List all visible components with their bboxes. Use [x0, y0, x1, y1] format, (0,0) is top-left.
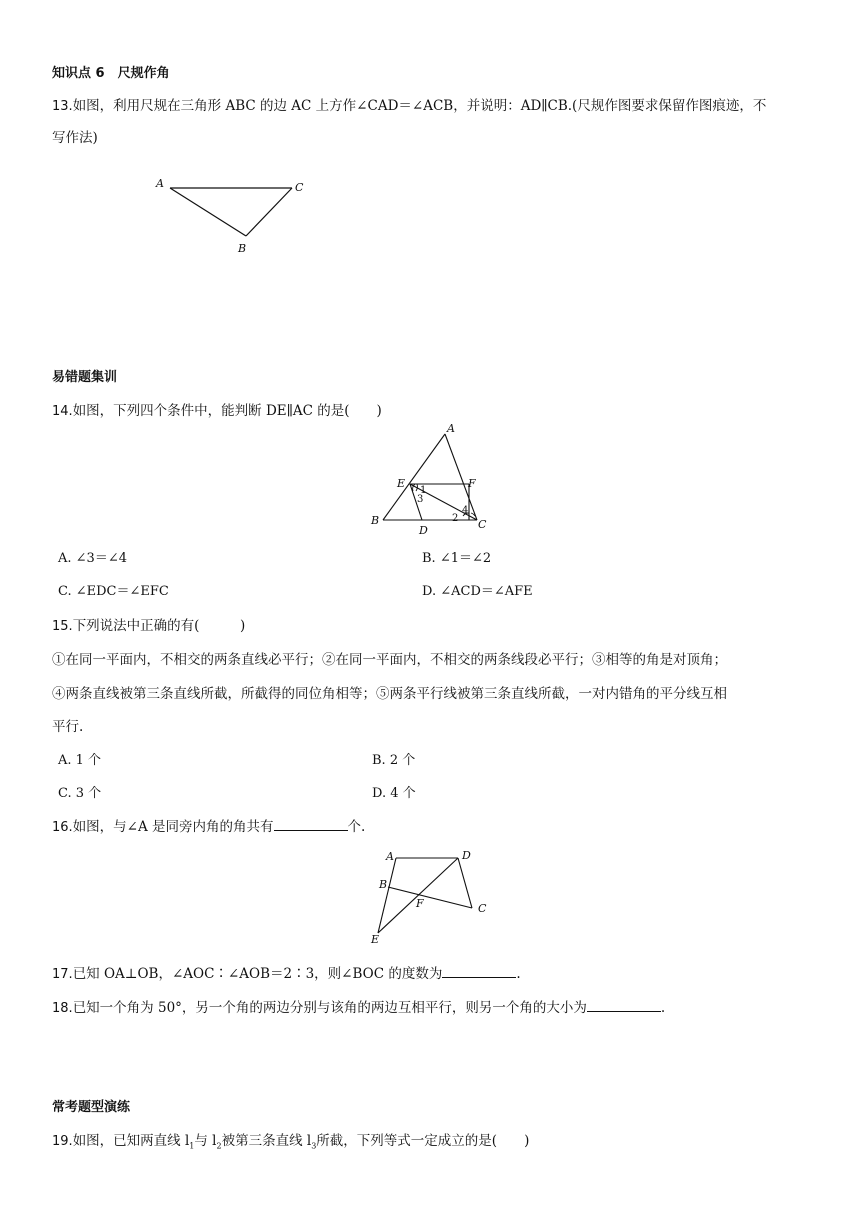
point-label-b: B [379, 878, 388, 891]
option-d: D. ∠ACD＝∠AFE [422, 584, 533, 599]
question-number: 15. [52, 619, 73, 634]
question-17-text: 已知 OA⊥OB，∠AOC∶∠AOB＝2∶3，则∠BOC 的度数为 [72, 966, 443, 982]
option-b: B. ∠1＝∠2 [422, 551, 492, 566]
quadrilateral-figure [360, 845, 500, 950]
question-number: 17. [52, 967, 73, 982]
question-number: 14. [52, 404, 73, 419]
question-13-text-line2: 写作法) [52, 130, 98, 146]
question-13-text-line1: 如图，利用尺规在三角形 ABC 的边 AC 上方作∠CAD＝∠ACB，并说明：AD∥CB.(尺规作图要求保留作图痕迹，不 [72, 98, 767, 114]
segment-bc [388, 887, 472, 908]
segment-ae [378, 858, 396, 933]
segment-dc [458, 858, 472, 908]
segment-ab [383, 434, 445, 520]
option-c: C. ∠EDC＝∠EFC [58, 584, 169, 599]
question-16 [52, 815, 365, 835]
question-16-text: 如图，与∠A 是同旁内角的角共有 [72, 819, 274, 835]
point-label-c: C [295, 181, 304, 194]
point-label-d: D [462, 849, 471, 862]
option-d: D. 4 个 [372, 786, 416, 801]
angle-label-2: 2 [452, 513, 459, 524]
question-13 [52, 94, 766, 114]
point-label-b: B [238, 242, 247, 255]
question-19 [52, 1129, 529, 1151]
segment-de [378, 858, 458, 933]
question-17-text-end: . [516, 966, 521, 982]
question-19-text-part3: 被第三条直线 l [221, 1133, 312, 1149]
question-17 [52, 962, 521, 982]
question-16-text-end: 个. [347, 819, 366, 835]
answer-blank[interactable] [274, 816, 348, 831]
question-19-text-part1: 如图，已知两直线 l [72, 1133, 190, 1149]
section-title-error-prone: 易错题集训 [52, 370, 118, 385]
point-label-b: B [371, 514, 380, 527]
question-19-text-part4: 所截，下列等式一定成立的是( ) [316, 1133, 530, 1149]
angle-label-1: 1 [420, 485, 427, 496]
point-label-a: A [447, 422, 455, 435]
question-15-statements-line2: ④两条直线被第三条直线所截，所截得的同位角相等；⑤两条平行线被第三条直线所截，一对内错角的平分线互相 [52, 686, 727, 702]
question-18-text: 已知一个角为 50°，另一个角的两边分别与该角的两边互相平行，则另一个角的大小为 [72, 1000, 587, 1016]
option-a: A. ∠3＝∠4 [58, 551, 127, 566]
question-number: 13. [52, 99, 73, 114]
option-b: B. 2 个 [372, 753, 416, 768]
question-18-text-end: . [660, 1000, 666, 1016]
option-c: C. 3 个 [58, 786, 102, 801]
subscript-2: 2 [216, 1141, 222, 1151]
question-15 [52, 614, 245, 634]
answer-blank[interactable] [442, 963, 516, 978]
question-number: 19. [52, 1134, 73, 1149]
point-label-c: C [478, 902, 487, 915]
triangle-abc-figure [150, 172, 320, 262]
subscript-1: 1 [189, 1141, 195, 1151]
point-label-f: F [416, 897, 424, 910]
question-number: 18. [52, 1001, 73, 1016]
question-number: 16. [52, 820, 73, 835]
question-18 [52, 996, 665, 1016]
question-14-text: 如图，下列四个条件中，能判断 DE∥AC 的是( ) [72, 403, 382, 419]
angle-label-4: 4 [462, 505, 469, 516]
question-15-text: 下列说法中正确的有( ) [72, 618, 246, 634]
subscript-3: 3 [311, 1141, 317, 1151]
point-label-e: E [397, 477, 406, 490]
question-14 [52, 399, 382, 419]
triangle-def-figure [365, 420, 495, 540]
segment-bc [246, 188, 292, 236]
question-15-statements-line3: 平行. [52, 719, 84, 735]
segment-ab [170, 188, 246, 236]
question-15-statements-line1: ①在同一平面内，不相交的两条直线必平行；②在同一平面内，不相交的两条线段必平行；③相等的角是对顶角； [52, 652, 727, 668]
answer-blank[interactable] [587, 997, 661, 1012]
angle-label-3: 3 [417, 494, 424, 505]
question-19-text-part2: 与 l [194, 1133, 217, 1149]
point-label-e: E [371, 933, 380, 946]
point-label-c: C [478, 518, 487, 531]
point-label-f: F [468, 477, 476, 490]
point-label-a: A [386, 850, 394, 863]
option-a: A. 1 个 [58, 753, 102, 768]
section-title-common-questions: 常考题型演练 [52, 1100, 131, 1115]
section-title-ruler-compass: 知识点 6 尺规作角 [52, 66, 170, 81]
point-label-d: D [419, 524, 428, 537]
point-label-a: A [156, 177, 164, 190]
